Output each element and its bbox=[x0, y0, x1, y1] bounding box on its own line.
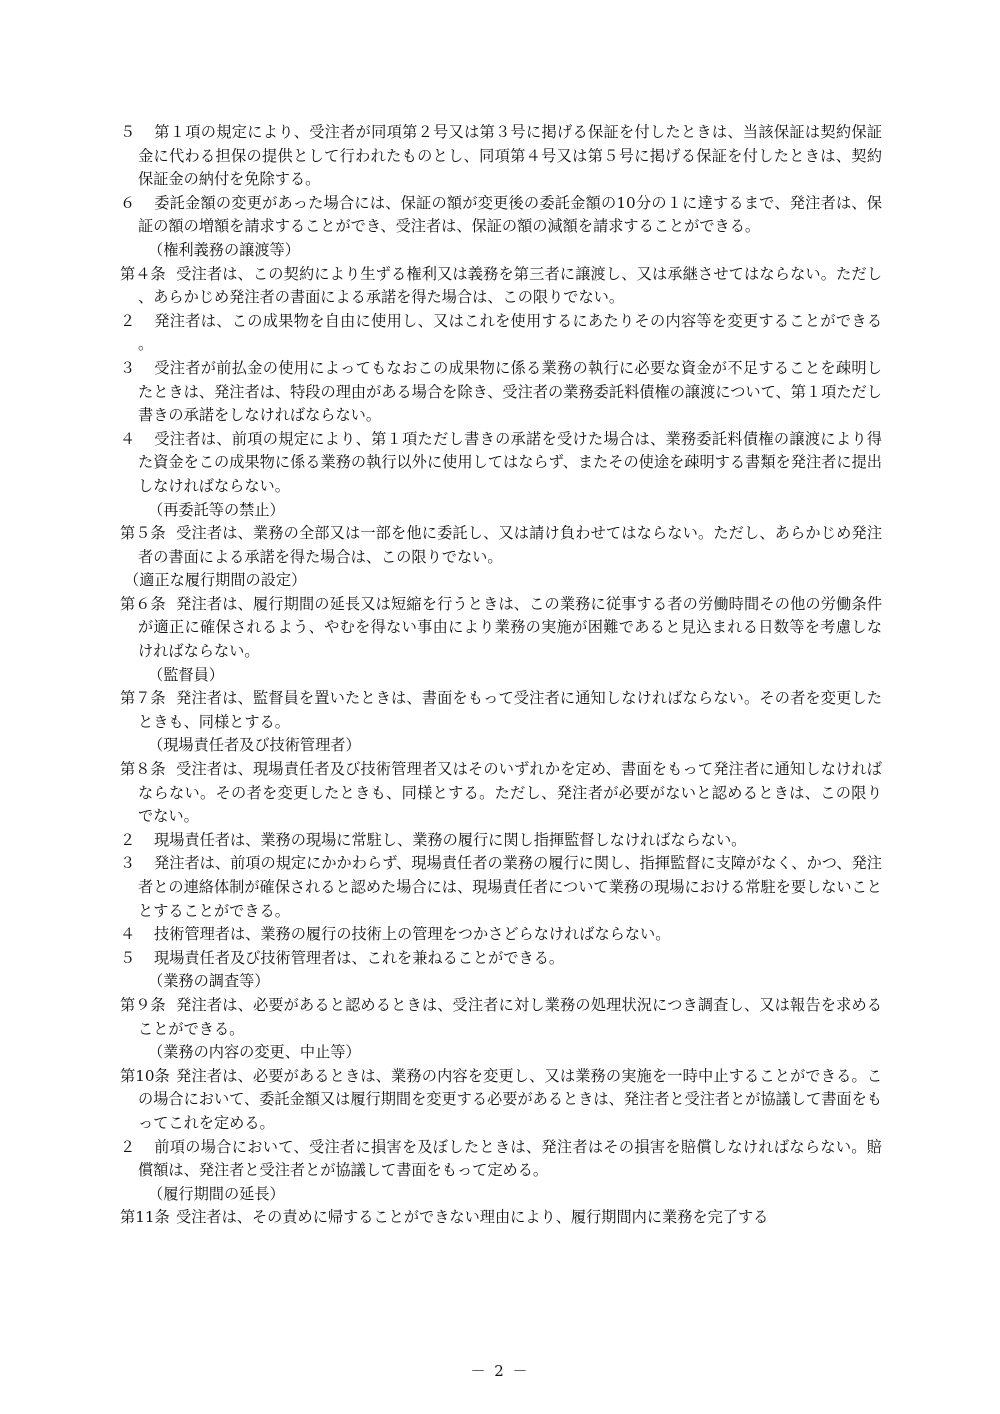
clause-number: ６ bbox=[120, 193, 136, 212]
article-number: 第10条 bbox=[120, 1066, 170, 1085]
clause-paragraph bbox=[120, 923, 882, 947]
clause-text: 現場責任者は、業務の現場に常駐し、業務の履行に関し指揮監督しなければならない。 bbox=[154, 830, 747, 849]
article-number: 第８条 bbox=[120, 760, 166, 779]
article-paragraph bbox=[120, 994, 882, 1041]
section-heading: （監督員） bbox=[148, 665, 224, 684]
article-paragraph bbox=[120, 758, 882, 829]
clause-paragraph bbox=[120, 428, 882, 499]
contract-body bbox=[120, 121, 882, 1230]
article-number: 第５条 bbox=[120, 524, 166, 543]
clause-text: 前項の場合において、受注者に損害を及ぼしたときは、発注者はその損害を賠償しなければならない。賠償額は、発注者と受注者とが協議して書面をもって定める。 bbox=[138, 1137, 882, 1180]
clause-paragraph bbox=[120, 947, 882, 971]
clause-text: 受注者は、前項の規定により、第１項ただし書きの承諾を受けた場合は、業務委託料債権の譲渡により得た資金をこの成果物に係る業務の執行以外に使用してはならず、またその使途を疎明する書類を発注者に提出しなければならない。 bbox=[138, 429, 883, 495]
article-number: 第７条 bbox=[120, 689, 166, 708]
clause-text: 発注者は、この成果物を自由に使用し、又はこれを使用するにあたりその内容等を変更することができる。 bbox=[138, 311, 883, 354]
article-number: 第６条 bbox=[120, 594, 166, 613]
clause-text: 発注者は、前項の規定にかかわらず、現場責任者の業務の履行に関し、指揮監督に支障がなく、かつ、発注者との連絡体制が確保されると認めた場合には、現場責任者について業務の現場における常駐を要しないこととすることができる。 bbox=[138, 854, 882, 920]
clause-number: ２ bbox=[120, 311, 136, 330]
article-paragraph bbox=[120, 593, 882, 664]
clause-paragraph bbox=[120, 310, 882, 357]
article-paragraph bbox=[120, 1206, 882, 1230]
clause-paragraph bbox=[120, 192, 882, 239]
clause-number: ４ bbox=[120, 925, 136, 944]
article-paragraph bbox=[120, 1065, 882, 1136]
clause-text: 受注者は、現場責任者及び技術管理者又はそのいずれかを定め、書面をもって発注者に通知しなければならない。その者を変更したときも、同様とする。ただし、発注者が必要がないと認めるときは、この限りでない。 bbox=[138, 760, 882, 826]
article-number: 第11条 bbox=[120, 1208, 170, 1227]
page-number: － 2 － bbox=[470, 1362, 530, 1380]
clause-number: ４ bbox=[120, 429, 136, 448]
article-number: 第４条 bbox=[120, 264, 166, 283]
clause-text: 発注者は、履行期間の延長又は短縮を行うときは、この業務に従事する者の労働時間その他の労働条件が適正に確保されるよう、やむを得ない事由により業務の実施が困難であると見込まれる日数等を考慮しなければならない。 bbox=[138, 594, 882, 661]
clause-text: 受注者は、業務の全部又は一部を他に委託し、又は請け負わせてはならない。ただし、あらかじめ発注者の書面による承諾を得た場合は、この限りでない。 bbox=[138, 524, 882, 566]
clause-text: 委託金額の変更があった場合には、保証の額が変更後の委託金額の10分の１に達するまで、発注者は、保証の額の増額を請求することができ、受注者は、保証の額の減額を請求することができる。 bbox=[138, 193, 882, 236]
section-heading: （業務の内容の変更、中止等） bbox=[148, 1043, 361, 1062]
clause-text: 技術管理者は、業務の履行の技術上の管理をつかさどらなければならない。 bbox=[154, 925, 671, 944]
clause-text: 発注者は、必要があるときは、業務の内容を変更し、又は業務の実施を一時中止することができる。この場合において、委託金額又は履行期間を変更する必要があるときは、発注者と受注者とが協議して書面をもってこれを定める。 bbox=[138, 1066, 882, 1132]
clause-text: 第１項の規定により、受注者が同項第２号又は第３号に掲げる保証を付したときは、当該保証は契約保証金に代わる担保の提供として行われたものとし、同項第４号又は第５号に掲げる保証を付したときは、契約保証金の納付を免除する。 bbox=[138, 123, 883, 189]
section-heading: （適正な履行期間の設定） bbox=[124, 571, 307, 590]
clause-text: 発注者は、監督員を置いたときは、書面をもって受注者に通知しなければならない。その者を変更したときも、同様とする。 bbox=[138, 689, 882, 731]
article-number: 第９条 bbox=[120, 995, 166, 1014]
clause-text: 現場責任者及び技術管理者は、これを兼ねることができる。 bbox=[154, 948, 565, 967]
clause-number: ３ bbox=[120, 358, 136, 377]
clause-number: ３ bbox=[120, 854, 136, 873]
clause-number: ２ bbox=[120, 1137, 136, 1156]
clause-text: 受注者は、この契約により生ずる権利又は義務を第三者に譲渡し、又は承継させてはならない。ただし、あらかじめ発注者の書面による承諾を得た場合は、この限りでない。 bbox=[138, 264, 882, 307]
clause-text: 受注者は、その責めに帰することができない理由により、履行期間内に業務を完了する bbox=[176, 1208, 769, 1227]
section-heading: （業務の調査等） bbox=[148, 972, 270, 991]
article-paragraph bbox=[120, 687, 882, 734]
section-heading: （権利義務の譲渡等） bbox=[148, 240, 300, 259]
clause-text: 発注者は、必要があると認めるときは、受注者に対し業務の処理状況につき調査し、又は報告を求めることができる。 bbox=[138, 995, 882, 1038]
clause-paragraph bbox=[120, 1136, 882, 1183]
clause-paragraph bbox=[120, 121, 882, 192]
clause-number: ５ bbox=[120, 948, 136, 967]
clause-number: ５ bbox=[120, 123, 136, 141]
clause-paragraph bbox=[120, 829, 882, 853]
section-heading: （現場責任者及び技術管理者） bbox=[148, 736, 361, 755]
section-heading: （再委託等の禁止） bbox=[148, 500, 285, 519]
clause-paragraph bbox=[120, 852, 882, 923]
clause-paragraph bbox=[120, 357, 882, 428]
article-paragraph bbox=[120, 263, 882, 310]
clause-number: ２ bbox=[120, 830, 136, 849]
clause-text: 受注者が前払金の使用によってもなおこの成果物に係る業務の執行に必要な資金が不足することを疎明したときは、発注者は、特段の理由がある場合を除き、受注者の業務委託料債権の譲渡について、第１項ただし書きの承諾をしなければならない。 bbox=[138, 358, 882, 425]
article-paragraph bbox=[120, 522, 882, 569]
section-heading: （履行期間の延長） bbox=[148, 1184, 285, 1203]
